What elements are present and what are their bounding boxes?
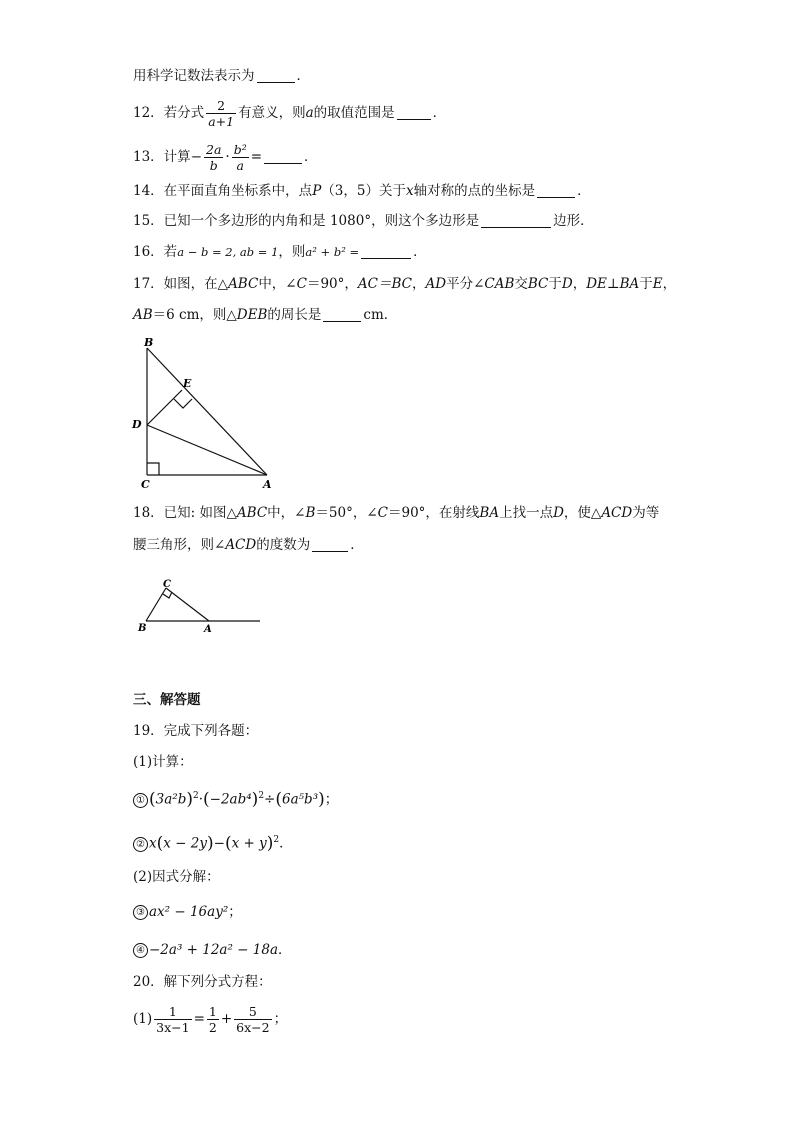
right-angle-mark-e bbox=[174, 399, 192, 408]
segment-ba bbox=[147, 348, 267, 475]
question-19-part-2: (2)因式分解： bbox=[133, 869, 220, 885]
question-15: 15．已知一个多边形的内角和是 1080°，则这个多边形是 边形． bbox=[133, 213, 594, 229]
fraction: $\frac{2}{a+1}$ bbox=[208, 98, 235, 129]
fraction-2: $\frac{\text{b²}}{a}$ bbox=[233, 142, 247, 173]
q11-tail: 用科学记数法表示为 ． bbox=[133, 68, 310, 84]
label-a: A bbox=[204, 624, 212, 635]
answer-blank bbox=[257, 68, 295, 83]
question-19-title: 19．完成下列各题： bbox=[133, 723, 259, 739]
right-angle-mark-c bbox=[147, 463, 159, 475]
figure-17-triangle bbox=[128, 332, 278, 494]
question-20-title: 20．解下列分式方程： bbox=[133, 974, 272, 990]
label-b: B bbox=[138, 623, 147, 634]
fraction-1: $\frac{2a}{b}$ bbox=[206, 142, 222, 173]
question-12: 12．若分式 $\frac{2}{a+1}$ 有意义，则a的取值范围是 ． bbox=[133, 98, 447, 129]
section-heading: 三、解答题 bbox=[133, 692, 201, 708]
question-19-item-3: ③ ax² − 16ay²； bbox=[133, 902, 242, 922]
label-b: B bbox=[144, 336, 154, 349]
label-c: C bbox=[163, 579, 171, 590]
question-19-item-2: ② $x(x - 2y)-(x + y)^2$． bbox=[133, 830, 293, 854]
question-14: 14．在平面直角坐标系中，点P（3，5）关于x轴对称的点的坐标是 ． bbox=[133, 183, 591, 199]
question-20-part-1: (1) $\frac{1}{3x-1}$ = $\frac{1}{2}$ + $\frac{5}{6x-2}$ ； bbox=[133, 1004, 288, 1035]
question-19-part-1: (1)计算： bbox=[133, 754, 193, 770]
answer-blank bbox=[537, 183, 575, 198]
answer-blank bbox=[264, 149, 302, 164]
question-17-line-1: 17．如图，在△ABC中，∠C＝90°，AC＝BC，AD平分∠CAB交BC于D，DE⊥BA于E， bbox=[133, 276, 677, 292]
fraction-3: $\frac{5}{6x-2}$ bbox=[236, 1004, 270, 1035]
circled-number: ④ bbox=[133, 943, 148, 958]
question-18-line-2: 腰三角形，则∠ACD的度数为 ． bbox=[133, 537, 364, 553]
answer-blank bbox=[397, 105, 431, 120]
answer-blank bbox=[323, 307, 361, 322]
label-d: D bbox=[132, 418, 142, 431]
question-13: 13．计算− $\frac{2a}{b}$ · $\frac{\text{b²}}{a}$ = ． bbox=[133, 142, 318, 173]
question-18-line-1: 18．已知: 如图△ABC中，∠B＝50°，∠C＝90°，在射线BA上找一点D，使△ACD为等 bbox=[133, 505, 660, 521]
circled-number: ① bbox=[133, 793, 148, 808]
fraction-2: $\frac{1}{2}$ bbox=[208, 1004, 217, 1035]
answer-blank bbox=[312, 537, 348, 552]
label-a: A bbox=[263, 478, 272, 491]
figure-18-triangle bbox=[134, 576, 266, 636]
answer-blank bbox=[361, 244, 411, 259]
right-angle-mark-c bbox=[163, 592, 172, 598]
circled-number: ③ bbox=[133, 905, 148, 920]
question-16: 16．若a − b = 2, ab = 1，则a² + b² = ． bbox=[133, 244, 427, 260]
segment-bc bbox=[146, 588, 166, 621]
segment-ad bbox=[147, 425, 267, 475]
label-e: E bbox=[183, 377, 192, 390]
question-17-line-2: AB＝6 cm，则△DEB的周长是 cm． bbox=[133, 307, 398, 323]
answer-blank bbox=[481, 213, 551, 228]
circled-number: ② bbox=[133, 837, 148, 852]
label-c: C bbox=[141, 478, 150, 491]
question-19-item-4: ④ −2a³ + 12a² − 18a． bbox=[133, 940, 292, 960]
segment-ca bbox=[166, 588, 209, 621]
segment-de bbox=[147, 390, 182, 425]
question-19-item-1: ① $(3a^2b)^2\cdot(-2ab^4)^2\div(6a^5b^3)$； bbox=[133, 786, 338, 810]
fraction-1: $\frac{1}{3x-1}$ bbox=[156, 1004, 190, 1035]
